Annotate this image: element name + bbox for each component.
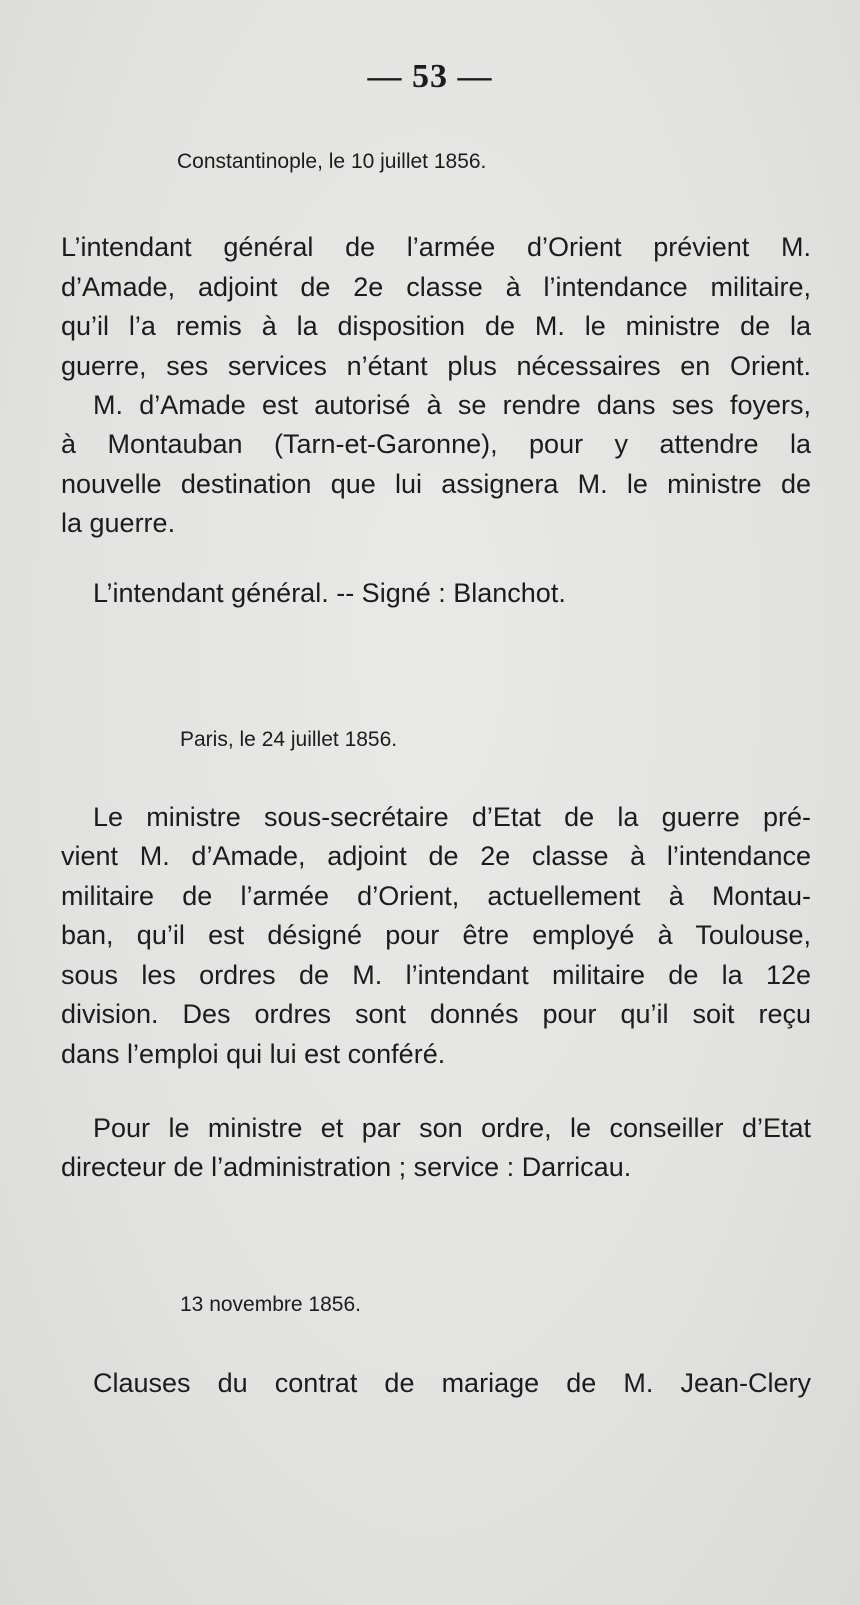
text-line: guerre, ses services n’étant plus nécessaires en Orient.: [61, 350, 811, 381]
dateline-constantinople: Constantinople, le 10 juillet 1856.: [177, 150, 487, 173]
paragraph-letter2-first-line: [93, 798, 811, 838]
paragraph-letter1-continuation: [93, 386, 811, 426]
text-line: Le ministre sous-secrétaire d’Etat de la guerre pré-: [93, 802, 811, 832]
dateline-novembre: 13 novembre 1856.: [180, 1293, 361, 1316]
text-line: vient M. d’Amade, adjoint de 2e classe à l’intendance: [61, 841, 811, 871]
text-line: dans l’emploi qui lui est conféré.: [61, 1038, 446, 1069]
text-line: la guerre.: [61, 508, 176, 538]
paragraph-letter2-signature-rest: [61, 1148, 811, 1188]
text-line: ban, qu’il est désigné pour être employé à Toulouse,: [61, 920, 811, 950]
text-line: nouvelle destination que lui assignera M. le ministre de: [61, 468, 811, 499]
text-line: L’intendant général de l’armée d’Orient prévient M.: [61, 232, 811, 262]
text-line: Pour le ministre et par son ordre, le conseiller d’Etat: [93, 1113, 811, 1143]
text-line: militaire de l’armée d’Orient, actuellement à Montau-: [61, 880, 811, 911]
paragraph-letter2-signature-first: [93, 1109, 811, 1149]
text-line: Clauses du contrat de mariage de M. Jean-Clery: [93, 1368, 811, 1398]
page-number: — 53 —: [367, 58, 493, 95]
text-line: directeur de l’administration ; service : Darricau.: [61, 1152, 632, 1182]
text-line: M. d’Amade est autorisé à se rendre dans ses foyers,: [93, 390, 811, 420]
text-line: division. Des ordres sont donnés pour qu’il soit reçu: [61, 999, 811, 1029]
text-line: à Montauban (Tarn-et-Garonne), pour y attendre la: [61, 429, 811, 459]
text-line: qu’il l’a remis à la disposition de M. le ministre de la: [61, 311, 811, 341]
paragraph-letter1-continuation-rest: [61, 425, 811, 544]
dateline-paris: Paris, le 24 juillet 1856.: [180, 728, 398, 751]
signature-blanchot: L’intendant général. -- Signé : Blanchot.: [93, 578, 566, 608]
text-line: sous les ordres de M. l’intendant militaire de la 12e: [61, 959, 811, 990]
paragraph-letter1-body: [61, 228, 811, 386]
paragraph-letter2-body: [61, 837, 811, 1074]
paragraph-letter3-first-line: [93, 1364, 811, 1404]
text-line: d’Amade, adjoint de 2e classe à l’intendance militaire,: [61, 271, 811, 302]
